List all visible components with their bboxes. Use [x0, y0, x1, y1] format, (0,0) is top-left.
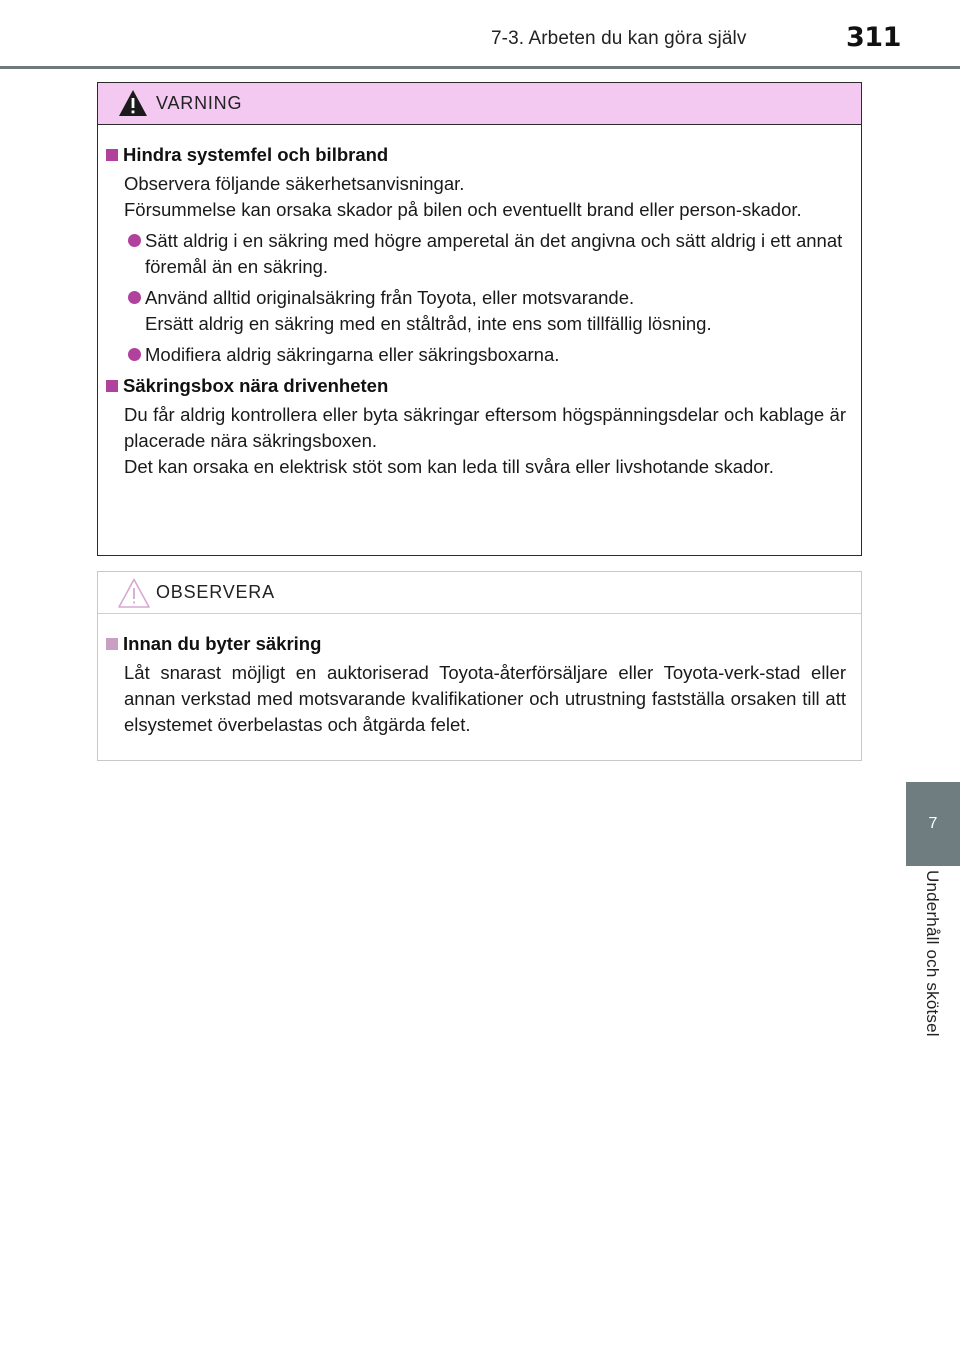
paragraph: Försummelse kan orsaka skador på bilen och eventuellt brand eller person-skador. [124, 199, 802, 220]
square-bullet-icon [106, 380, 118, 392]
caution-triangle-outline-icon [117, 577, 151, 609]
chapter-title-vertical [912, 870, 952, 1080]
paragraph: Du får aldrig kontrollera eller byta säkringar eftersom högspänningsdelar och kablage är placerade nära säkringsboxen. [124, 404, 846, 451]
header-divider [0, 66, 960, 69]
warning-title: VARNING [156, 93, 243, 113]
page-number: 311 [846, 22, 901, 53]
round-bullet-icon [128, 348, 141, 361]
paragraph: Det kan orsaka en elektrisk stöt som kan leda till svåra eller livshotande skador. [124, 456, 774, 477]
bullet-item: Sätt aldrig i en säkring med högre amperetal än det angivna och sätt aldrig i ett annat föremål än en säkring. [104, 228, 851, 280]
square-bullet-icon [106, 638, 118, 650]
warning-triangle-icon [117, 88, 149, 118]
warning-box-header [98, 83, 861, 125]
chapter-title: Underhåll och skötsel [923, 870, 942, 1037]
warning-box-body [98, 125, 861, 480]
section-heading-fire: Hindra systemfel och bilbrand [104, 143, 851, 167]
chapter-tab [906, 782, 960, 866]
section-heading-fusebox: Säkringsbox nära drivenheten [104, 374, 851, 398]
square-bullet-icon [106, 149, 118, 161]
notice-box-header [98, 572, 861, 614]
notice-box-body [98, 614, 861, 738]
notice-box [97, 571, 862, 761]
bullet-item: Modifiera aldrig säkringarna eller säkringsboxarna. [104, 342, 851, 368]
round-bullet-icon [128, 234, 141, 247]
section-heading-before-replace: Innan du byter säkring [104, 632, 851, 656]
section-heading: 7-3. Arbeten du kan göra själv [491, 28, 747, 49]
paragraph: Observera följande säkerhetsanvisningar. [124, 173, 465, 194]
notice-title: OBSERVERA [156, 582, 275, 602]
warning-box [97, 82, 862, 556]
paragraph: Låt snarast möjligt en auktoriserad Toyota-återförsäljare eller Toyota-verk-stad eller annan verkstad med motsvarande kvalifikationer och utrustning fastställa orsaken till att elsystemet överbelastas och åtgärda felet. [124, 662, 846, 735]
bullet-item: Använd alltid originalsäkring från Toyota, eller motsvarande. Ersätt aldrig en säkring med en ståltråd, inte ens som tillfällig lösning. [104, 285, 851, 337]
round-bullet-icon [128, 291, 141, 304]
chapter-number: 7 [928, 815, 938, 832]
